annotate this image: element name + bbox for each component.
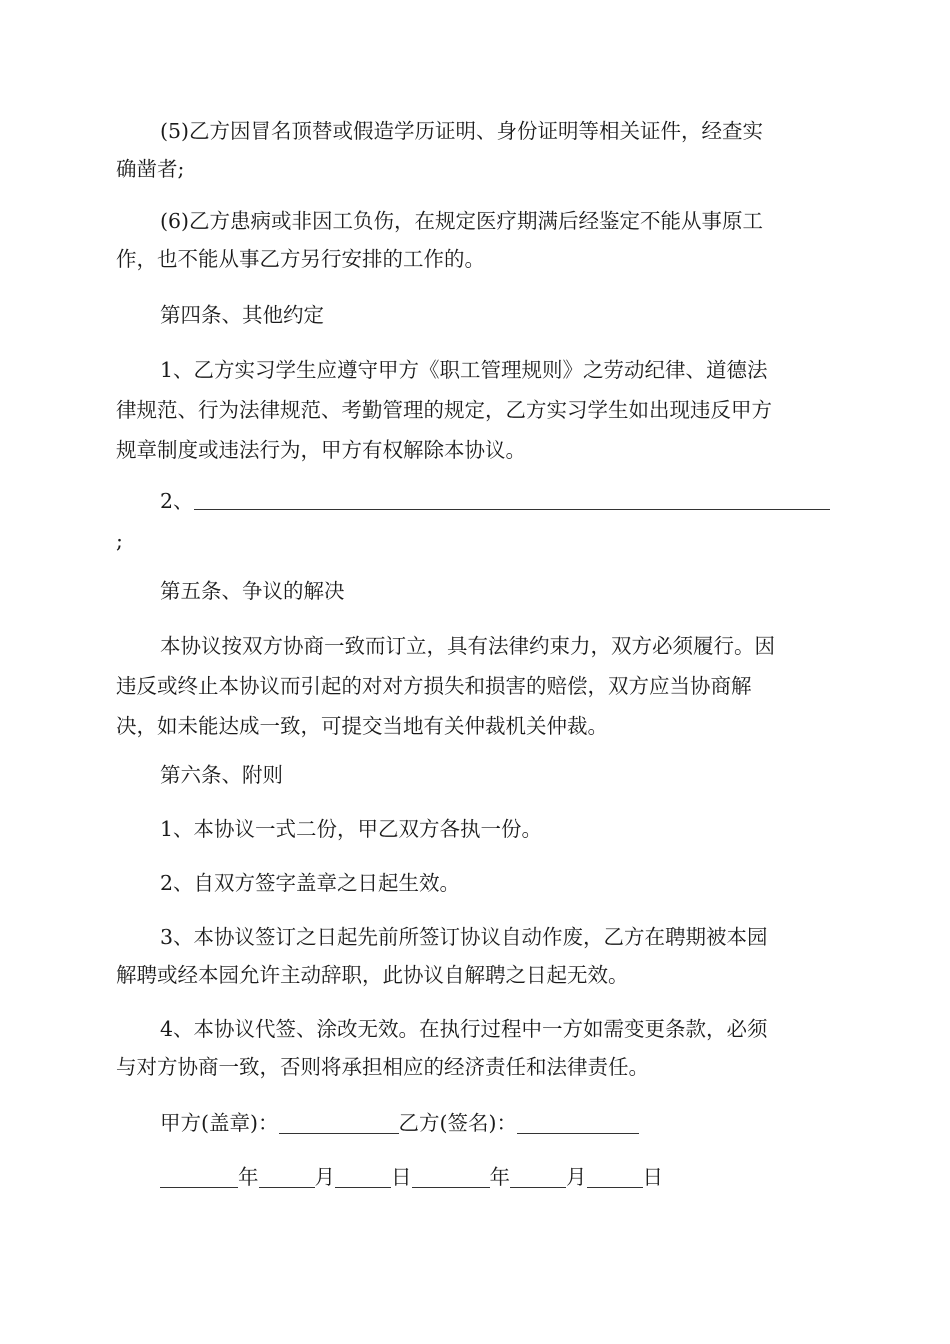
article-4-item-2-suffix: ; xyxy=(116,529,123,553)
party-a-signature-blank[interactable] xyxy=(279,1109,399,1134)
party-a-label: 甲方(盖章)： xyxy=(160,1111,279,1135)
party-a-month-blank[interactable] xyxy=(259,1163,315,1188)
article-6-item-3 xyxy=(116,918,768,994)
article-6-item-4-line-1: 4、本协议代签、涂改无效。在执行过程中一方如需变更条款，必须 xyxy=(160,1017,768,1041)
article-4-item-1-line-1: 1、乙方实习学生应遵守甲方《职工管理规则》之劳动纪律、道德法 xyxy=(160,358,768,382)
party-b-signature-blank[interactable] xyxy=(517,1109,639,1134)
party-b-day-label: 日 xyxy=(642,1165,663,1189)
article-4-item-1-line-2: 律规范、行为法律规范、考勤管理的规定，乙方实习学生如出现违反甲方 xyxy=(116,398,772,422)
party-b-day-blank[interactable] xyxy=(587,1163,643,1188)
article-5-body xyxy=(116,626,775,746)
party-a-day-blank[interactable] xyxy=(335,1163,391,1188)
article-4-title: 第四条、其他约定 xyxy=(160,303,324,327)
party-b-month-blank[interactable] xyxy=(510,1163,566,1188)
clause-6-line-2: 作，也不能从事乙方另行安排的工作的。 xyxy=(116,247,485,271)
party-a-year-blank[interactable] xyxy=(160,1163,238,1188)
party-a-month-label: 月 xyxy=(314,1165,335,1189)
article-4-item-1-line-3: 规章制度或违法行为，甲方有权解除本协议。 xyxy=(116,438,526,462)
article-5-title: 第五条、争议的解决 xyxy=(160,579,345,603)
date-row xyxy=(160,1158,663,1196)
article-4-item-2-prefix: 2、 xyxy=(160,489,194,513)
party-b-year-label: 年 xyxy=(489,1165,510,1189)
party-b-year-blank[interactable] xyxy=(412,1163,490,1188)
article-6-item-4-line-2: 与对方协商一致，否则将承担相应的经济责任和法律责任。 xyxy=(116,1055,649,1079)
article-6-item-4 xyxy=(116,1010,768,1086)
article-6-item-1: 1、本协议一式二份，甲乙双方各执一份。 xyxy=(160,817,543,841)
article-5-body-line-3: 决，如未能达成一致，可提交当地有关仲裁机关仲裁。 xyxy=(116,714,608,738)
article-6-title: 第六条、附则 xyxy=(160,763,283,787)
article-4-item-2-blank-rule xyxy=(194,509,830,510)
clause-6 xyxy=(116,202,763,278)
article-5-body-line-1: 本协议按双方协商一致而订立，具有法律约束力，双方必须履行。因 xyxy=(160,634,775,658)
party-a-day-label: 日 xyxy=(391,1165,412,1189)
party-b-label: 乙方(签名)： xyxy=(398,1111,517,1135)
clause-5 xyxy=(116,112,763,188)
article-6-item-3-line-1: 3、本协议签订之日起先前所签订协议自动作废，乙方在聘期被本园 xyxy=(160,925,768,949)
party-b-month-label: 月 xyxy=(566,1165,587,1189)
clause-6-line-1: (6)乙方患病或非因工负伤，在规定医疗期满后经鉴定不能从事原工 xyxy=(160,209,764,233)
signature-row xyxy=(160,1104,639,1142)
article-6-item-2: 2、自双方签字盖章之日起生效。 xyxy=(160,871,461,895)
party-a-year-label: 年 xyxy=(238,1165,259,1189)
article-4-item-1 xyxy=(116,350,772,470)
clause-5-line-2: 确凿者; xyxy=(116,157,185,181)
article-5-body-line-2: 违反或终止本协议而引起的对对方损失和损害的赔偿，双方应当协商解 xyxy=(116,674,752,698)
article-6-item-3-line-2: 解聘或经本园允许主动辞职，此协议自解聘之日起无效。 xyxy=(116,963,629,987)
clause-5-line-1: (5)乙方因冒名顶替或假造学历证明、身份证明等相关证件，经查实 xyxy=(160,119,764,143)
